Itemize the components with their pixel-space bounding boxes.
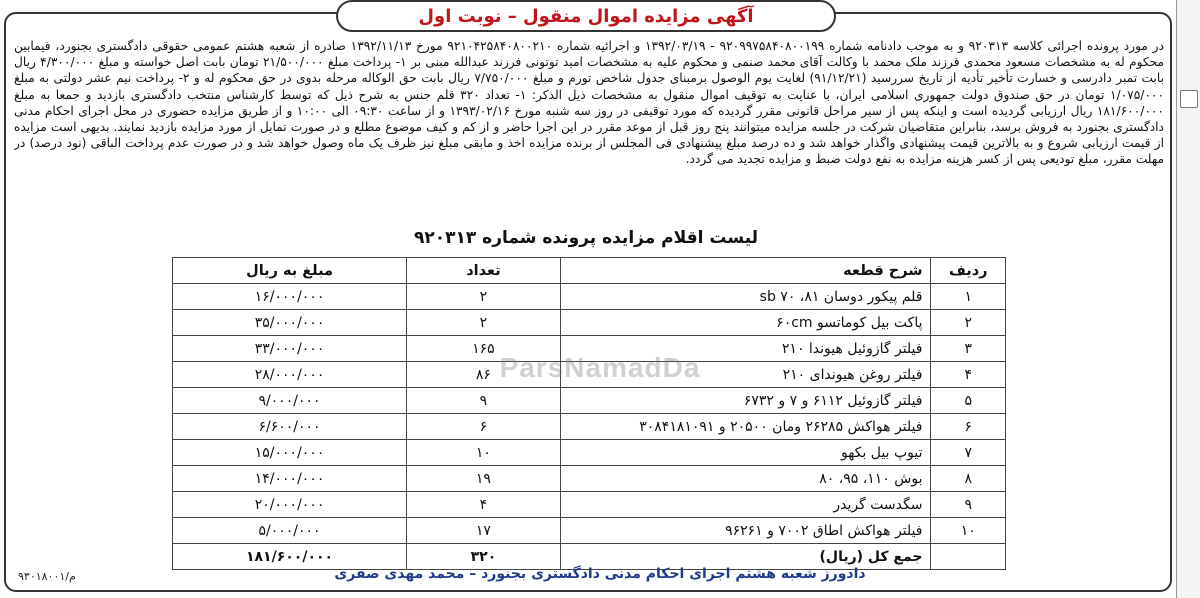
cell-quantity: ۱۷	[407, 518, 561, 544]
notice-body-text: در مورد پرونده اجرائی کلاسه ۹۲۰۳۱۳ و به موجب دادنامه شماره ۹۲۰۹۹۷۵۸۴۰۸۰۰۱۹۹ - ۱۳۹۲/۰۳/۱۹ و اجرائیه شماره ۹۲۱۰۴۲۵۸۴۰۸۰۰۲۱۰ مورخ ۱۳۹۲/۱۱/۱۳ صادره از شعبه هشتم عمومی حقوقی دادگستری بجنورد، فیمابین محکوم له به مشخصات مسعود محمدی فرزند ملک محمد با وکالت آقای محمد صنمی و محکوم علیه به مشخصات امید توتونی فرزند عبدالله مبنی بر ۱- پرداخت مبلغ ۲۱/۵۰۰/۰۰۰ تومان بابت اصل خواسته و مبلغ ۴/۳۰۰/۰۰۰ ریال بابت تمبر دادرسی و خسارت تأخیر تأدیه از تاریخ سررسید (۹۱/۱۲/۲۱) لغایت یوم الوصول برمبنای جدول شاخص تورم و مبلغ ۷/۷۵۰/۰۰۰ ریال بابت حق الوکاله مرحله بدوی در حق محکوم له و ۲- پرداخت نیم عشر دولتی به مبلغ ۱/۰۷۵/۰۰۰ تومان در حق صندوق دولت جمهوری اسلامی ایران، با عنایت به توقیف اموال منقول به مشخصات ذیل الذکر: ۱- تعداد ۳۲۰ قلم جنس به شرح ذیل که توسط کارشناس منتخب دادگستری بازدید و جمعا به مبلغ ۱۸۱/۶۰۰/۰۰۰ ریال ارزیابی گردیده است و اینکه پس از سیر مراحل قانونی مقرر گردیده که مورد توقیفی در روز سه شنبه مورخ ۱۳۹۳/۰۲/۱۶ و از ساعت ۰۹:۳۰ الی ۱۰:۰۰ و از طریق مزایده حضوری در محل اجرای احکام مدنی دادگستری بجنورد به فروش برسد، بنابراین متقاضیان شرکت در جلسه مزایده میتوانند پنج روز قبل از موعد مقرر در این اجرا حاضر و از کم و کیف موضوع مطلع و در صورت تمایل از مورد مزایده بازدید نمایند. بدیهی است مزایده از قیمت ارزیابی شروع و به بالاترین قیمت پیشنهادی واگذار خواهد شد و ده درصد مبلغ پیشنهادی فی المجلس از برنده مزایده اخذ و مابقی مبلغ نیز ظرف یک ماه وصول خواهد شد و در صورت عدم پرداخت الباقی (نود درصد) در مهلت مقرر، مبلغ تودیعی پس از کسر هزینه مزایده به نفع دولت ضبط و مزایده تجدید می گردد.	[14, 39, 1164, 167]
cell-amount: ۲۸/۰۰۰/۰۰۰	[173, 362, 407, 388]
cell-total-amount: ۱۸۱/۶۰۰/۰۰۰	[173, 544, 407, 570]
cell-total-label: جمع کل (ریال)	[560, 544, 931, 570]
cell-row-number: ۱۰	[931, 518, 1006, 544]
auction-items-table	[172, 257, 1006, 570]
table-row	[173, 492, 1006, 518]
cell-description: پاکت بیل کوماتسو ۶۰cm	[560, 310, 931, 336]
cell-description: فیلتر گازوئیل هیوندا ۲۱۰	[560, 336, 931, 362]
cell-amount: ۱۶/۰۰۰/۰۰۰	[173, 284, 407, 310]
header-description: شرح قطعه	[560, 258, 931, 284]
cell-description: بوش ۱۱۰، ۹۵، ۸۰	[560, 466, 931, 492]
cell-amount: ۲۰/۰۰۰/۰۰۰	[173, 492, 407, 518]
cell-amount: ۶/۶۰۰/۰۰۰	[173, 414, 407, 440]
cell-quantity: ۲	[407, 284, 561, 310]
cell-quantity: ۹	[407, 388, 561, 414]
table-row	[173, 284, 1006, 310]
cell-amount: ۵/۰۰۰/۰۰۰	[173, 518, 407, 544]
table-header-row	[173, 258, 1006, 284]
cell-quantity: ۸۶	[407, 362, 561, 388]
cell-row-number: ۱	[931, 284, 1006, 310]
cell-total-empty	[931, 544, 1006, 570]
table-row	[173, 466, 1006, 492]
cell-amount: ۱۴/۰۰۰/۰۰۰	[173, 466, 407, 492]
cell-row-number: ۸	[931, 466, 1006, 492]
cell-row-number: ۷	[931, 440, 1006, 466]
cell-description: فیلتر گازوئیل ۶۱۱۲ و ۷ و ۶۷۳۲	[560, 388, 931, 414]
table-row	[173, 518, 1006, 544]
cell-description: سگدست گریدر	[560, 492, 931, 518]
cell-description: قلم پیکور دوسان ۸۱، ۷۰ sb	[560, 284, 931, 310]
cell-quantity: ۶	[407, 414, 561, 440]
cell-description: فیلتر روغن هیوندای ۲۱۰	[560, 362, 931, 388]
table-row	[173, 310, 1006, 336]
cell-row-number: ۵	[931, 388, 1006, 414]
cell-row-number: ۳	[931, 336, 1006, 362]
table-row	[173, 388, 1006, 414]
cell-amount: ۹/۰۰۰/۰۰۰	[173, 388, 407, 414]
cell-amount: ۳۵/۰۰۰/۰۰۰	[173, 310, 407, 336]
cell-total-quantity: ۳۲۰	[407, 544, 561, 570]
cell-row-number: ۲	[931, 310, 1006, 336]
cell-description: فیلتر هواکش ۲۶۲۸۵ ومان ۲۰۵۰۰ و ۳۰۸۴۱۸۱۰۹۱	[560, 414, 931, 440]
cell-quantity: ۲	[407, 310, 561, 336]
checkbox-icon[interactable]	[1180, 90, 1198, 108]
cell-quantity: ۴	[407, 492, 561, 518]
watermark-logo: ParsNamadDa	[499, 352, 701, 383]
cell-row-number: ۶	[931, 414, 1006, 440]
header-row-number: ردیف	[931, 258, 1006, 284]
side-panel-edge	[1176, 0, 1200, 598]
cell-amount: ۱۵/۰۰۰/۰۰۰	[173, 440, 407, 466]
cell-row-number: ۴	[931, 362, 1006, 388]
notice-title: آگهی مزایده اموال منقول – نوبت اول	[418, 5, 754, 27]
header-quantity: تعداد	[407, 258, 561, 284]
cell-description: تیوپ بیل بکهو	[560, 440, 931, 466]
notice-title-box	[336, 0, 836, 32]
table-title: لیست اقلام مزایده پرونده شماره ۹۲۰۳۱۳	[413, 228, 759, 248]
footer-signature: دادورز شعبه هشتم اجرای احکام مدنی دادگستری بجنورد – محمد مهدی صفری	[334, 566, 866, 582]
cell-row-number: ۹	[931, 492, 1006, 518]
cell-amount: ۳۳/۰۰۰/۰۰۰	[173, 336, 407, 362]
cell-quantity: ۱۰	[407, 440, 561, 466]
footer-code: ۹۳۰۱۸۰۰۱/م	[18, 570, 76, 583]
table-row	[173, 414, 1006, 440]
cell-description: فیلتر هواکش اطاق ۷۰۰۲ و ۹۶۲۶۱	[560, 518, 931, 544]
cell-quantity: ۱۹	[407, 466, 561, 492]
header-amount: مبلغ به ریال	[173, 258, 407, 284]
table-row	[173, 440, 1006, 466]
cell-quantity: ۱۶۵	[407, 336, 561, 362]
